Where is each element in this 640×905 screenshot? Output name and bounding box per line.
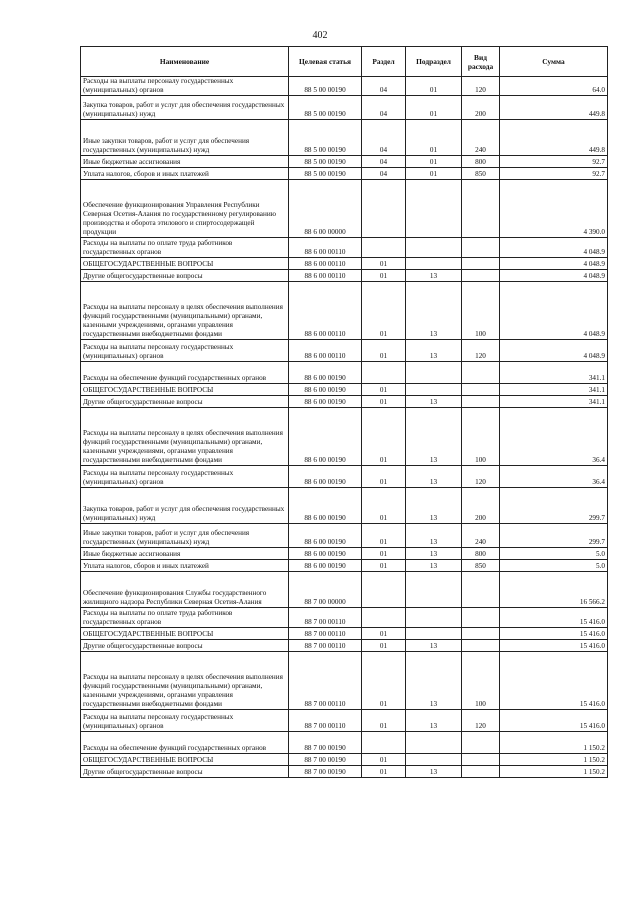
cell-section: 01 <box>362 559 406 571</box>
cell-name: Иные закупки товаров, работ и услуг для обеспечения государственных (муниципальных) нужд <box>81 523 289 547</box>
cell-name: Иные бюджетные ассигнования <box>81 547 289 559</box>
cell-target-article: 88 7 00 00000 <box>289 571 362 607</box>
cell-name: Уплата налогов, сборов и иных платежей <box>81 559 289 571</box>
cell-subsection: 01 <box>406 95 462 119</box>
cell-expense-type: 850 <box>462 167 500 179</box>
cell-target-article: 88 7 00 00110 <box>289 607 362 627</box>
table-row <box>81 709 608 731</box>
cell-expense-type <box>462 765 500 777</box>
cell-name: Расходы на выплаты персоналу государственных (муниципальных) органов <box>81 339 289 361</box>
cell-expense-type <box>462 257 500 269</box>
cell-expense-type: 850 <box>462 559 500 571</box>
cell-expense-type <box>462 607 500 627</box>
cell-amount: 4 048.9 <box>500 281 608 339</box>
cell-name: ОБЩЕГОСУДАРСТВЕННЫЕ ВОПРОСЫ <box>81 753 289 765</box>
header-target-article: Целевая статья <box>289 47 362 77</box>
cell-amount: 1 150.2 <box>500 765 608 777</box>
cell-amount: 5.0 <box>500 559 608 571</box>
cell-section <box>362 571 406 607</box>
table-row <box>81 237 608 257</box>
cell-target-article: 88 6 00 00190 <box>289 361 362 383</box>
table-row <box>81 395 608 407</box>
cell-section: 01 <box>362 339 406 361</box>
cell-section: 01 <box>362 407 406 465</box>
cell-subsection: 01 <box>406 119 462 155</box>
cell-amount: 1 150.2 <box>500 753 608 765</box>
cell-target-article: 88 7 00 00190 <box>289 731 362 753</box>
cell-name: Расходы на выплаты персоналу в целях обеспечения выполнения функций государственными (муниципальными) органами, казенными учреждениями, органами управления государственными внебюджетными фондами <box>81 407 289 465</box>
cell-section: 04 <box>362 155 406 167</box>
cell-section: 04 <box>362 95 406 119</box>
cell-expense-type: 120 <box>462 709 500 731</box>
table-row <box>81 571 608 607</box>
cell-section <box>362 361 406 383</box>
cell-target-article: 88 7 00 00110 <box>289 709 362 731</box>
cell-expense-type: 800 <box>462 155 500 167</box>
cell-section <box>362 237 406 257</box>
cell-section: 01 <box>362 523 406 547</box>
cell-expense-type: 100 <box>462 407 500 465</box>
cell-expense-type: 800 <box>462 547 500 559</box>
cell-subsection: 13 <box>406 465 462 487</box>
cell-name: ОБЩЕГОСУДАРСТВЕННЫЕ ВОПРОСЫ <box>81 257 289 269</box>
cell-amount: 15 416.0 <box>500 639 608 651</box>
header-section: Раздел <box>362 47 406 77</box>
cell-amount: 341.1 <box>500 383 608 395</box>
cell-name: Расходы на выплаты персоналу государственных (муниципальных) органов <box>81 465 289 487</box>
cell-expense-type <box>462 571 500 607</box>
cell-name: Иные закупки товаров, работ и услуг для обеспечения государственных (муниципальных) нужд <box>81 119 289 155</box>
header-expense-type: Вид расхода <box>462 47 500 77</box>
cell-amount: 341.1 <box>500 361 608 383</box>
cell-name: Обеспечение функционирования Службы государственного жилищного надзора Республики Северная Осетия-Алания <box>81 571 289 607</box>
cell-section: 01 <box>362 269 406 281</box>
cell-expense-type: 200 <box>462 487 500 523</box>
cell-expense-type: 200 <box>462 95 500 119</box>
cell-section: 01 <box>362 547 406 559</box>
cell-name: Уплата налогов, сборов и иных платежей <box>81 167 289 179</box>
cell-subsection <box>406 257 462 269</box>
cell-amount: 449.8 <box>500 119 608 155</box>
table-row <box>81 339 608 361</box>
cell-expense-type: 240 <box>462 523 500 547</box>
cell-subsection: 13 <box>406 709 462 731</box>
cell-target-article: 88 7 00 00110 <box>289 651 362 709</box>
cell-subsection: 13 <box>406 269 462 281</box>
cell-target-article: 88 6 00 00190 <box>289 465 362 487</box>
table-row <box>81 465 608 487</box>
cell-name: Расходы на выплаты по оплате труда работников государственных органов <box>81 237 289 257</box>
cell-amount: 299.7 <box>500 523 608 547</box>
cell-subsection <box>406 383 462 395</box>
cell-section: 01 <box>362 257 406 269</box>
cell-section: 01 <box>362 651 406 709</box>
cell-amount: 16 566.2 <box>500 571 608 607</box>
cell-subsection: 13 <box>406 395 462 407</box>
cell-subsection: 13 <box>406 407 462 465</box>
cell-subsection: 13 <box>406 281 462 339</box>
cell-subsection: 13 <box>406 547 462 559</box>
table-row <box>81 547 608 559</box>
cell-name: Расходы на выплаты персоналу в целях обеспечения выполнения функций государственными (муниципальными) органами, казенными учреждениями, органами управления государственными внебюджетными фондами <box>81 651 289 709</box>
cell-section: 01 <box>362 395 406 407</box>
table-row <box>81 281 608 339</box>
table-row <box>81 523 608 547</box>
table-row <box>81 361 608 383</box>
cell-name: ОБЩЕГОСУДАРСТВЕННЫЕ ВОПРОСЫ <box>81 627 289 639</box>
table-row <box>81 167 608 179</box>
cell-target-article: 88 6 00 00110 <box>289 269 362 281</box>
cell-subsection <box>406 607 462 627</box>
cell-expense-type <box>462 237 500 257</box>
cell-section: 01 <box>362 281 406 339</box>
cell-subsection: 13 <box>406 559 462 571</box>
cell-target-article: 88 6 00 00000 <box>289 179 362 237</box>
cell-name: Расходы на выплаты по оплате труда работников государственных органов <box>81 607 289 627</box>
cell-target-article: 88 6 00 00190 <box>289 383 362 395</box>
cell-subsection <box>406 753 462 765</box>
cell-subsection: 13 <box>406 339 462 361</box>
cell-target-article: 88 6 00 00190 <box>289 395 362 407</box>
cell-amount: 15 416.0 <box>500 709 608 731</box>
table-row <box>81 731 608 753</box>
cell-target-article: 88 6 00 00190 <box>289 559 362 571</box>
cell-section: 04 <box>362 77 406 96</box>
cell-expense-type <box>462 179 500 237</box>
cell-amount: 4 048.9 <box>500 237 608 257</box>
cell-target-article: 88 5 00 00190 <box>289 155 362 167</box>
cell-section <box>362 607 406 627</box>
header-subsection: Подраздел <box>406 47 462 77</box>
cell-subsection: 13 <box>406 487 462 523</box>
cell-section: 04 <box>362 119 406 155</box>
table-row <box>81 765 608 777</box>
table-row <box>81 639 608 651</box>
cell-expense-type <box>462 753 500 765</box>
cell-section <box>362 731 406 753</box>
cell-amount: 15 416.0 <box>500 627 608 639</box>
cell-name: Расходы на обеспечение функций государственных органов <box>81 361 289 383</box>
cell-target-article: 88 6 00 00190 <box>289 487 362 523</box>
cell-subsection: 01 <box>406 167 462 179</box>
cell-subsection <box>406 179 462 237</box>
table-row <box>81 651 608 709</box>
table-row <box>81 607 608 627</box>
table-header-row <box>81 47 608 77</box>
cell-subsection <box>406 731 462 753</box>
cell-expense-type <box>462 361 500 383</box>
cell-target-article: 88 7 00 00110 <box>289 627 362 639</box>
table-row <box>81 383 608 395</box>
table-row <box>81 627 608 639</box>
table-body <box>81 77 608 778</box>
table-row <box>81 559 608 571</box>
cell-target-article: 88 7 00 00190 <box>289 765 362 777</box>
cell-target-article: 88 6 00 00110 <box>289 237 362 257</box>
cell-expense-type: 240 <box>462 119 500 155</box>
cell-name: Закупка товаров, работ и услуг для обеспечения государственных (муниципальных) нужд <box>81 487 289 523</box>
cell-amount: 4 048.9 <box>500 339 608 361</box>
cell-subsection: 01 <box>406 155 462 167</box>
cell-amount: 64.0 <box>500 77 608 96</box>
cell-target-article: 88 6 00 00190 <box>289 523 362 547</box>
header-name: Наименование <box>81 47 289 77</box>
cell-section: 01 <box>362 765 406 777</box>
cell-amount: 92.7 <box>500 155 608 167</box>
cell-name: Иные бюджетные ассигнования <box>81 155 289 167</box>
table-row <box>81 155 608 167</box>
cell-subsection <box>406 237 462 257</box>
cell-section: 01 <box>362 487 406 523</box>
table-row <box>81 257 608 269</box>
table-row <box>81 179 608 237</box>
cell-expense-type: 120 <box>462 465 500 487</box>
cell-expense-type <box>462 731 500 753</box>
cell-expense-type <box>462 395 500 407</box>
cell-section: 01 <box>362 753 406 765</box>
cell-expense-type: 120 <box>462 77 500 96</box>
cell-name: Закупка товаров, работ и услуг для обеспечения государственных (муниципальных) нужд <box>81 95 289 119</box>
cell-amount: 1 150.2 <box>500 731 608 753</box>
cell-section: 01 <box>362 639 406 651</box>
cell-subsection: 13 <box>406 765 462 777</box>
cell-section: 01 <box>362 709 406 731</box>
cell-target-article: 88 7 00 00110 <box>289 639 362 651</box>
cell-expense-type <box>462 269 500 281</box>
cell-subsection: 13 <box>406 651 462 709</box>
cell-expense-type <box>462 383 500 395</box>
header-amount: Сумма <box>500 47 608 77</box>
cell-target-article: 88 5 00 00190 <box>289 77 362 96</box>
cell-name: Расходы на выплаты персоналу государственных (муниципальных) органов <box>81 709 289 731</box>
cell-subsection: 13 <box>406 639 462 651</box>
cell-subsection <box>406 571 462 607</box>
cell-name: Расходы на выплаты персоналу государственных (муниципальных) органов <box>81 77 289 96</box>
cell-amount: 4 048.9 <box>500 269 608 281</box>
table-row <box>81 753 608 765</box>
cell-subsection: 13 <box>406 523 462 547</box>
cell-subsection <box>406 627 462 639</box>
cell-expense-type <box>462 639 500 651</box>
cell-target-article: 88 6 00 00190 <box>289 547 362 559</box>
cell-amount: 299.7 <box>500 487 608 523</box>
cell-subsection <box>406 361 462 383</box>
cell-amount: 36.4 <box>500 407 608 465</box>
cell-amount: 4 390.0 <box>500 179 608 237</box>
cell-subsection: 01 <box>406 77 462 96</box>
cell-expense-type: 100 <box>462 281 500 339</box>
table-row <box>81 407 608 465</box>
cell-target-article: 88 5 00 00190 <box>289 95 362 119</box>
table-row <box>81 269 608 281</box>
cell-amount: 15 416.0 <box>500 607 608 627</box>
cell-target-article: 88 5 00 00190 <box>289 119 362 155</box>
cell-amount: 5.0 <box>500 547 608 559</box>
cell-amount: 341.1 <box>500 395 608 407</box>
cell-name: Другие общегосударственные вопросы <box>81 765 289 777</box>
cell-expense-type <box>462 627 500 639</box>
cell-amount: 15 416.0 <box>500 651 608 709</box>
cell-target-article: 88 6 00 00110 <box>289 257 362 269</box>
cell-section: 01 <box>362 465 406 487</box>
cell-target-article: 88 5 00 00190 <box>289 167 362 179</box>
cell-amount: 92.7 <box>500 167 608 179</box>
cell-section <box>362 179 406 237</box>
table-row <box>81 95 608 119</box>
cell-name: Другие общегосударственные вопросы <box>81 395 289 407</box>
cell-target-article: 88 6 00 00110 <box>289 339 362 361</box>
cell-section: 01 <box>362 627 406 639</box>
budget-table <box>80 46 608 778</box>
table-row <box>81 487 608 523</box>
table-row <box>81 77 608 96</box>
cell-section: 01 <box>362 383 406 395</box>
cell-name: Расходы на выплаты персоналу в целях обеспечения выполнения функций государственными (муниципальными) органами, казенными учреждениями, органами управления государственными внебюджетными фондами <box>81 281 289 339</box>
cell-amount: 36.4 <box>500 465 608 487</box>
cell-name: Расходы на обеспечение функций государственных органов <box>81 731 289 753</box>
cell-amount: 449.8 <box>500 95 608 119</box>
cell-section: 04 <box>362 167 406 179</box>
page-number: 402 <box>312 30 328 41</box>
cell-name: ОБЩЕГОСУДАРСТВЕННЫЕ ВОПРОСЫ <box>81 383 289 395</box>
cell-target-article: 88 6 00 00190 <box>289 407 362 465</box>
cell-expense-type: 100 <box>462 651 500 709</box>
cell-name: Другие общегосударственные вопросы <box>81 269 289 281</box>
cell-amount: 4 048.9 <box>500 257 608 269</box>
cell-expense-type: 120 <box>462 339 500 361</box>
cell-target-article: 88 7 00 00190 <box>289 753 362 765</box>
cell-name: Обеспечение функционирования Управления Республики Северная Осетия-Алания по государственному регулированию производства и оборота этилового и спиртосодержащей продукции <box>81 179 289 237</box>
cell-name: Другие общегосударственные вопросы <box>81 639 289 651</box>
cell-target-article: 88 6 00 00110 <box>289 281 362 339</box>
table-row <box>81 119 608 155</box>
